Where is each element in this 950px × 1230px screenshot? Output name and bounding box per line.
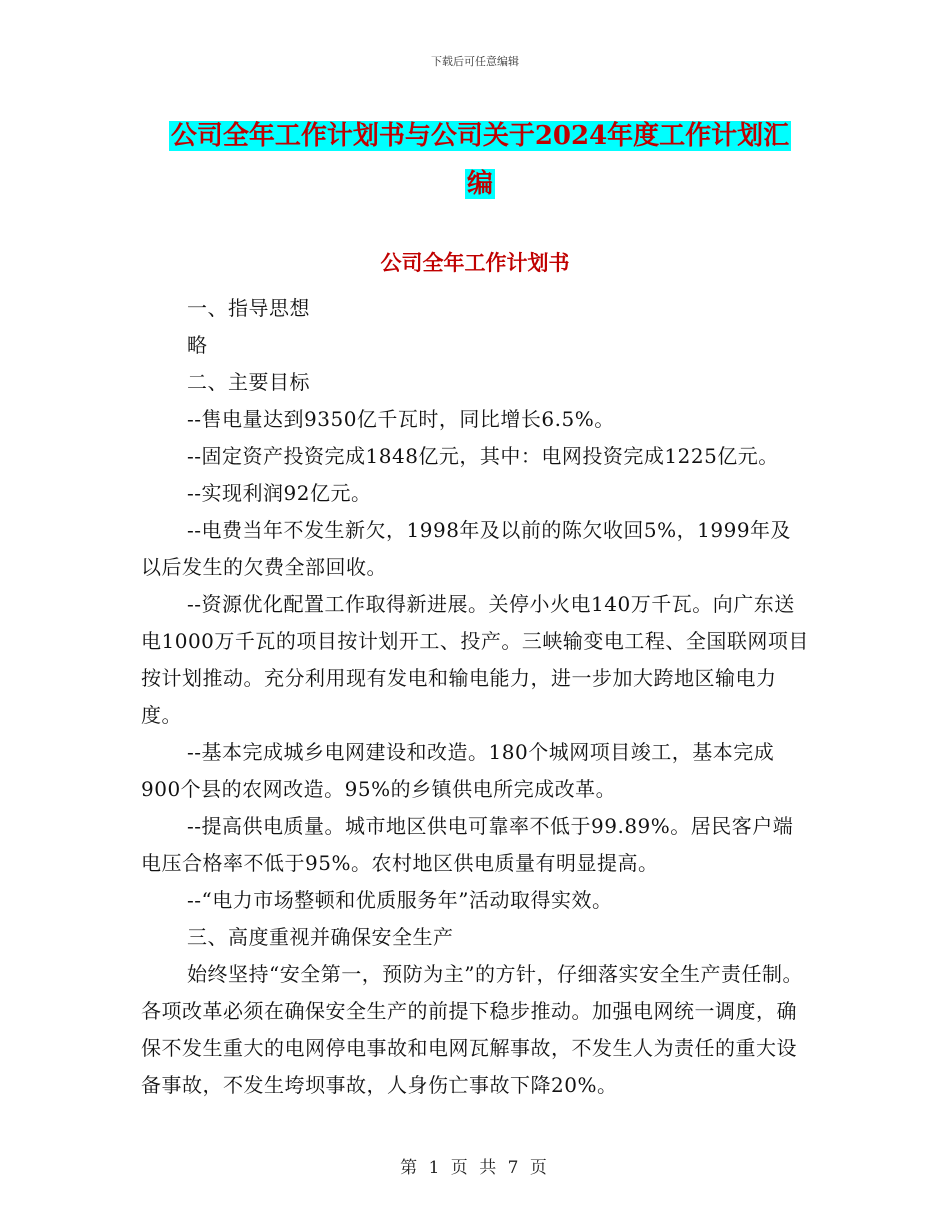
paragraph: --“电力市场整顿和优质服务年”活动取得实效。 [187,888,613,912]
paragraph: --电费当年不发生新欠，1998年及以前的陈欠收回5%，1999年及以后发生的欠费全部回收。 [141,518,792,579]
paragraph: --固定资产投资完成1848亿元，其中：电网投资完成1225亿元。 [187,444,779,468]
page-footer: 第 1 页 共 7 页 [400,1158,550,1178]
paragraph: 略 [187,333,208,357]
paragraph: 始终坚持“安全第一，预防为主”的方针，仔细落实安全生产责任制。各项改革必须在确保安全生产的前提下稳步推动。加强电网统一调度，确保不发生重大的电网停电事故和电网瓦解事故，不发生人为责任的重大设备事故，不发生垮坝事故，人身伤亡事故下降20%。 [141,962,803,1097]
heading-safety: 三、高度重视并确保安全生产 [187,925,454,949]
paragraph: --资源优化配置工作取得新进展。关停小火电140万千瓦。向广东送电1000万千瓦的项目按计划开工、投产。三峡输变电工程、全国联网项目按计划推动。充分利用现有发电和输电能力，进一步加大跨地区输电力度。 [141,592,809,727]
header-note: 下载后可任意编辑 [431,55,519,68]
heading-main-goals: 二、主要目标 [187,370,310,394]
document-title [140,112,820,208]
paragraph: --基本完成城乡电网建设和改造。180个城网项目竣工，基本完成900个县的农网改造。95%的乡镇供电所完成改革。 [141,740,775,801]
heading-guiding-ideology: 一、指导思想 [187,296,310,320]
title-line-1: 公司全年工作计划书与公司关于2024年度工作计划汇 [170,121,790,151]
paragraph: --提高供电质量。城市地区供电可靠率不低于99.89%。居民客户端电压合格率不低于95%。农村地区供电质量有明显提高。 [141,814,794,875]
section-title: 公司全年工作计划书 [380,250,570,275]
paragraph: --实现利润92亿元。 [187,481,372,505]
paragraph: --售电量达到9350亿千瓦时，同比增长6.5%。 [187,407,615,431]
body-text [141,290,811,1104]
title-line-2: 编 [466,169,493,199]
